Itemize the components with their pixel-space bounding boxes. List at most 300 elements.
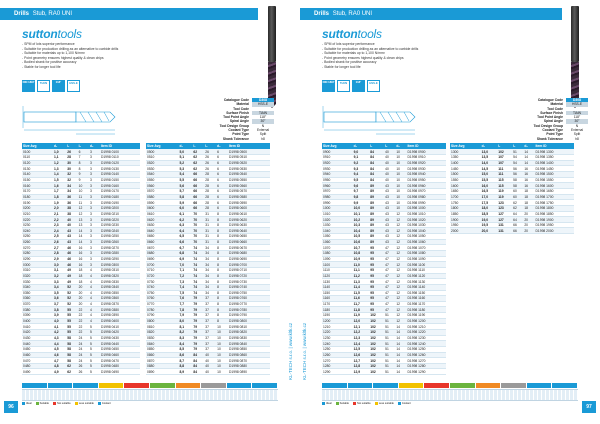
spec-value: External (256, 128, 270, 133)
table-cell: 8 (216, 296, 228, 302)
table-cell: 119 (497, 188, 512, 194)
table-cell: D1998 0640 (228, 228, 270, 234)
table-cell: D1998 1750 (535, 200, 574, 206)
table-cell: 40 (384, 149, 395, 155)
table-cell: 0230 (22, 222, 53, 228)
table-cell: 0630 (146, 222, 179, 228)
table-cell: 3 (89, 251, 100, 257)
table-cell: 16 (523, 172, 534, 178)
table-cell: 14 (395, 369, 406, 375)
table-cell: 22 (78, 330, 89, 336)
table-cell: 24 (78, 335, 89, 341)
page-number: 96 (4, 401, 18, 413)
table-cell: 2,1 (53, 211, 66, 217)
table-cell: 31 (204, 222, 216, 228)
feature-item: - Bodied shank for positive accuracy (322, 60, 377, 65)
table-cell: 4 (89, 296, 100, 302)
table-cell: 24 (78, 346, 89, 352)
table-cell: 8 (216, 267, 228, 273)
table-cell: 0900 (322, 149, 353, 155)
table-cell: 0560 (146, 183, 179, 189)
table-cell: 12,4 (353, 341, 370, 347)
legend-key-label: Not suitable (57, 402, 71, 406)
table-cell: D1998 0480 (100, 363, 140, 369)
table-cell: 2,4 (53, 228, 66, 234)
table-cell: 0190 (22, 200, 53, 206)
table-cell: 60 (512, 194, 523, 200)
table-cell: 58 (66, 358, 77, 364)
table-cell: 40 (384, 177, 395, 183)
table-cell: 102 (369, 358, 384, 364)
table-cell: 5,3 (179, 166, 193, 172)
table-cell: D1998 0150 (100, 177, 140, 183)
table-cell: 9,2 (353, 160, 370, 166)
table-cell: 20 (78, 301, 89, 307)
column-header: d₂ (523, 143, 534, 149)
table-cell: 40 (66, 217, 77, 223)
feature-item: - Point geometry ensures highest quality & clean chips (322, 55, 404, 60)
header-subtitle: Stub, RA0 UNI (332, 11, 373, 17)
table-cell: 40 (384, 166, 395, 172)
spec-row (510, 137, 588, 141)
table-cell: D1998 1090 (407, 256, 446, 262)
table-cell: 9,6 (353, 183, 370, 189)
table-cell: 58 (66, 346, 77, 352)
table-cell: D1998 0400 (100, 318, 140, 324)
table-cell: D1998 0160 (100, 183, 140, 189)
table-cell: 79 (192, 330, 204, 336)
table-cell: 43 (384, 239, 395, 245)
spec-value: D308 (252, 98, 274, 102)
table-cell: 0780 (146, 307, 179, 313)
table-cell: D1998 1550 (535, 177, 574, 183)
table-cell: 18,5 (481, 211, 498, 217)
table-cell: 8,7 (179, 358, 193, 364)
table-cell: 6 (216, 183, 228, 189)
table-cell: D1998 0870 (228, 358, 270, 364)
table-cell: 16 (523, 166, 534, 172)
table-cell: 1150 (322, 290, 353, 296)
table-cell: D1998 1230 (407, 335, 446, 341)
table-cell: 0590 (146, 200, 179, 206)
table-cell: 4,6 (53, 352, 66, 358)
table-cell: 3,8 (53, 307, 66, 313)
table-cell: 1210 (322, 324, 353, 330)
table-cell: 1950 (450, 222, 481, 228)
table-cell: 10,5 (353, 234, 370, 240)
table-cell: 8 (216, 279, 228, 285)
table-cell: 0870 (146, 358, 179, 364)
table-cell: 37 (204, 346, 216, 352)
table-cell: 28 (204, 194, 216, 200)
table-cell: 1000 (322, 205, 353, 211)
spec-label: Point Type (546, 132, 563, 137)
column-header: l₂ (512, 143, 523, 149)
table-cell: 58 (66, 341, 77, 347)
table-cell: 56 (512, 172, 523, 178)
table-cell: D1998 0950 (407, 177, 446, 183)
table-cell: 0450 (22, 346, 53, 352)
table-cell: 12 (395, 301, 406, 307)
table-cell: 0540 (146, 172, 179, 178)
column-header: l₁ (192, 143, 204, 149)
column-header: d₁ (481, 143, 498, 149)
table-cell: D1998 0680 (228, 251, 270, 257)
table-cell: 16 (523, 177, 534, 183)
column-header: d₁ (353, 143, 370, 149)
legend-bar-segment (450, 383, 476, 388)
table-cell: D1998 0590 (228, 200, 270, 206)
table-cell: D1998 1270 (407, 358, 446, 364)
legend-bar-segment (501, 383, 527, 388)
table-cell: 0150 (22, 177, 53, 183)
table-cell: 1700 (450, 194, 481, 200)
table-cell: D1998 0650 (228, 234, 270, 240)
table-cell: 15,0 (481, 172, 498, 178)
table-cell: 31 (204, 211, 216, 217)
table-cell: 40 (204, 358, 216, 364)
table-cell: 84 (192, 363, 204, 369)
table-cell: 1130 (322, 279, 353, 285)
table-cell: D1998 0810 (228, 324, 270, 330)
table-cell: 6,1 (179, 211, 193, 217)
table-cell: 84 (369, 149, 384, 155)
table-cell: 1120 (322, 273, 353, 279)
table-cell: 66 (192, 200, 204, 206)
feature-item: - Suitable for production drilling as an alternative to carbide drills (322, 46, 419, 51)
table-cell: 1500 (450, 172, 481, 178)
table-cell: 5 (89, 352, 100, 358)
table-cell: 123 (497, 200, 512, 206)
table-cell: 37 (204, 341, 216, 347)
table-cell: 55 (66, 313, 77, 319)
table-cell: D1998 0230 (100, 222, 140, 228)
table-cell: 8 (216, 301, 228, 307)
table-cell: 12 (395, 217, 406, 223)
table-cell: 1170 (322, 301, 353, 307)
table-cell: D1998 1350 (535, 155, 574, 161)
table-cell: 89 (369, 239, 384, 245)
table-cell: 0550 (146, 177, 179, 183)
table-cell: 111 (497, 172, 512, 178)
table-cell: 14 (395, 341, 406, 347)
table-cell: 89 (369, 188, 384, 194)
table-cell: 37 (204, 307, 216, 313)
table-cell: 3,4 (53, 284, 66, 290)
table-cell: 15,5 (481, 177, 498, 183)
table-cell: 10,1 (353, 211, 370, 217)
feature-item: - SPM of lots superior performance (22, 42, 75, 46)
table-cell: 79 (192, 313, 204, 319)
table-cell: 5,4 (179, 172, 193, 178)
spec-panel (510, 98, 588, 141)
table-cell: 11,1 (353, 267, 370, 273)
table-cell: 9,3 (353, 166, 370, 172)
table-cell: 51 (384, 352, 395, 358)
table-cell: D1998 0390 (100, 313, 140, 319)
table-cell: 5,6 (179, 183, 193, 189)
table-cell: 70 (192, 228, 204, 234)
table-cell: 14,5 (481, 166, 498, 172)
table-cell: D1998 2000 (535, 228, 574, 234)
table-cell: 70 (192, 239, 204, 245)
table-cell: 12,8 (353, 363, 370, 369)
table-cell: D1998 0820 (228, 330, 270, 336)
table-cell: D1998 0250 (100, 234, 140, 240)
table-cell: 20 (78, 284, 89, 290)
spec-label: Coolant Type (228, 128, 249, 133)
legend-key (22, 402, 32, 405)
spec-value: Split (259, 132, 267, 137)
table-cell: 12 (395, 279, 406, 285)
table-cell: 20 (523, 228, 534, 234)
table-cell: D1998 0360 (100, 296, 140, 302)
table-cell: D1998 0530 (228, 166, 270, 172)
table-cell: 8,3 (179, 335, 193, 341)
table-cell: 43 (384, 234, 395, 240)
table-cell: 9 (78, 172, 89, 178)
table-cell: 3 (89, 256, 100, 262)
table-cell: 11,7 (353, 301, 370, 307)
table-cell: D1998 0210 (100, 211, 140, 217)
table-cell: 10 (216, 346, 228, 352)
legend-grid (22, 389, 278, 401)
table-cell: 123 (497, 205, 512, 211)
spec-label: Material (236, 102, 249, 107)
table-cell: 49 (66, 267, 77, 273)
table-cell: 47 (384, 256, 395, 262)
table-cell: 10 (395, 200, 406, 206)
column-header: Item ID (228, 143, 270, 149)
table-cell: 37 (204, 296, 216, 302)
table-cell: 0580 (146, 194, 179, 200)
table-cell: D1998 0740 (228, 284, 270, 290)
table-cell: 0260 (22, 239, 53, 245)
table-cell: 1280 (322, 363, 353, 369)
table-cell: 74 (192, 290, 204, 296)
table-cell: 9,0 (353, 149, 370, 155)
table-cell: 8 (216, 211, 228, 217)
table-cell: 10 (395, 194, 406, 200)
table-cell: 0860 (146, 352, 179, 358)
table-cell: 70 (192, 222, 204, 228)
legend-key-label: Suitable (339, 402, 349, 406)
header-subtitle: Stub, RA0 UNI (32, 11, 73, 17)
table-cell: 74 (192, 273, 204, 279)
table-cell: D1998 0460 (100, 352, 140, 358)
legend-key (75, 402, 94, 405)
table-cell: 12 (395, 251, 406, 257)
table-row (322, 369, 446, 375)
table-cell: D1998 1250 (407, 346, 446, 352)
table-cell: 12 (395, 262, 406, 268)
table-cell: 12 (395, 267, 406, 273)
table-cell: 4,9 (53, 369, 66, 375)
table-cell: 0880 (146, 363, 179, 369)
table-cell: 1020 (322, 217, 353, 223)
table-cell: D1998 1240 (407, 341, 446, 347)
table-cell: 16 (523, 183, 534, 189)
table-cell: 34 (204, 256, 216, 262)
table-cell: D1998 0990 (407, 200, 446, 206)
table-cell: 12 (395, 256, 406, 262)
table-cell: 95 (369, 279, 384, 285)
table-cell: 0370 (22, 301, 53, 307)
standard-badge: 118° (52, 80, 65, 92)
table-cell: 18 (523, 200, 534, 206)
table-cell: D1998 0580 (228, 194, 270, 200)
table-cell: 14 (395, 330, 406, 336)
table-cell: 8 (216, 222, 228, 228)
table-cell: 95 (369, 251, 384, 257)
legend-keys (322, 402, 578, 405)
table-cell: 0890 (146, 369, 179, 375)
table-cell: 43 (384, 183, 395, 189)
table-cell: 9,7 (353, 188, 370, 194)
spec-row (196, 137, 274, 141)
table-cell: 11,4 (353, 284, 370, 290)
table-cell: 7,6 (179, 296, 193, 302)
table-cell: D1998 0560 (228, 183, 270, 189)
table-cell: 1190 (322, 313, 353, 319)
table-cell: 11,0 (353, 262, 370, 268)
legend-key (53, 402, 71, 405)
table-cell: 14 (395, 352, 406, 358)
table-cell: 49 (66, 273, 77, 279)
table-cell: D1998 0170 (100, 188, 140, 194)
table-cell: 8 (216, 239, 228, 245)
table-cell: 8 (216, 262, 228, 268)
spec-value: N (261, 123, 265, 128)
drill-photo (568, 6, 582, 108)
table-cell: 1240 (322, 341, 353, 347)
table-cell: 10 (216, 363, 228, 369)
table-cell: D1998 1280 (407, 363, 446, 369)
table-cell: 0160 (22, 183, 53, 189)
table-cell: 6 (216, 166, 228, 172)
table-cell: 95 (369, 245, 384, 251)
table-cell: 34 (66, 183, 77, 189)
table-cell: 0800 (146, 318, 179, 324)
table-cell: 51 (384, 324, 395, 330)
size-table-1 (22, 143, 140, 375)
spec-value: h8 (261, 136, 265, 141)
table-cell: 3 (89, 228, 100, 234)
spec-label: Catalogue Code (223, 98, 249, 102)
table-cell: 3 (89, 194, 100, 200)
table-cell: 3,3 (53, 279, 66, 285)
table-cell: D1998 1450 (535, 166, 574, 172)
size-table-1 (322, 143, 446, 375)
table-cell: 5 (89, 341, 100, 347)
table-cell: 1450 (450, 166, 481, 172)
column-header: l₁ (66, 143, 77, 149)
table-cell: 6,4 (179, 228, 193, 234)
page-header (300, 8, 562, 20)
table-cell: 1600 (450, 183, 481, 189)
table-cell: 5 (89, 324, 100, 330)
table-row (22, 369, 140, 375)
table-cell: D1998 0350 (100, 290, 140, 296)
table-cell: 34 (204, 290, 216, 296)
table-cell: 6 (216, 177, 228, 183)
table-cell: 84 (192, 352, 204, 358)
table-cell: 3,2 (53, 273, 66, 279)
table-cell: 10 (78, 183, 89, 189)
table-cell: 10 (395, 188, 406, 194)
table-cell: 20 (523, 222, 534, 228)
table-cell: 1900 (450, 217, 481, 223)
table-cell: 10 (216, 335, 228, 341)
legend-bar-segment (348, 383, 374, 388)
table-cell: 74 (192, 251, 204, 257)
table-cell: 9,9 (353, 200, 370, 206)
brand-light: tools (57, 27, 82, 41)
legend-swatch (336, 402, 339, 405)
table-cell: D1998 0280 (100, 251, 140, 257)
spec-value: N (575, 123, 579, 128)
table-cell: D1998 0430 (100, 335, 140, 341)
table-cell: 12 (395, 222, 406, 228)
table-cell: 28 (204, 205, 216, 211)
table-cell: D1998 0860 (228, 352, 270, 358)
table-cell: 43 (384, 200, 395, 206)
table-cell: 8 (78, 166, 89, 172)
table-row (146, 369, 270, 375)
table-cell: D1998 1140 (407, 284, 446, 290)
table-cell: 24 (78, 341, 89, 347)
table-cell: 51 (384, 330, 395, 336)
table-cell: 47 (384, 251, 395, 257)
table-cell: 47 (384, 262, 395, 268)
legend-grid (322, 389, 578, 401)
table-cell: 79 (192, 341, 204, 347)
legend-bar-segment (48, 383, 74, 388)
table-cell: 12 (395, 245, 406, 251)
table-cell: 43 (384, 217, 395, 223)
table-cell: 6,7 (179, 245, 193, 251)
table-cell: D1998 1950 (535, 222, 574, 228)
spec-value: 118° (259, 115, 267, 120)
table-cell: 0170 (22, 188, 53, 194)
table-cell: D1998 1500 (535, 172, 574, 178)
table-cell: D1998 0240 (100, 228, 140, 234)
header-title: Drills (314, 11, 330, 17)
table-cell: 0990 (322, 200, 353, 206)
table-cell: 4,5 (53, 346, 66, 352)
spec-value: h8 (575, 136, 579, 141)
table-cell: 32 (66, 177, 77, 183)
spec-label: Material (550, 102, 563, 107)
table-cell: 16 (78, 251, 89, 257)
page-number: 97 (582, 401, 596, 413)
table-cell: 3 (89, 222, 100, 228)
table-cell: 2,5 (53, 234, 66, 240)
table-cell: 1,6 (53, 183, 66, 189)
table-cell: D1998 0770 (228, 301, 270, 307)
table-cell: 11,3 (353, 279, 370, 285)
table-cell: 7,5 (179, 290, 193, 296)
table-cell: 131 (497, 228, 512, 234)
table-cell: 4 (89, 318, 100, 324)
table-cell: D1998 1040 (407, 228, 446, 234)
standard-badge: TiAlN (337, 80, 350, 92)
vertical-caption: KL-TECH s.r.o. | www.kltk.cz (302, 322, 307, 380)
table-cell: 8,8 (179, 363, 193, 369)
table-cell: 6 (216, 172, 228, 178)
table-cell: 13 (78, 222, 89, 228)
table-cell: 52 (66, 284, 77, 290)
